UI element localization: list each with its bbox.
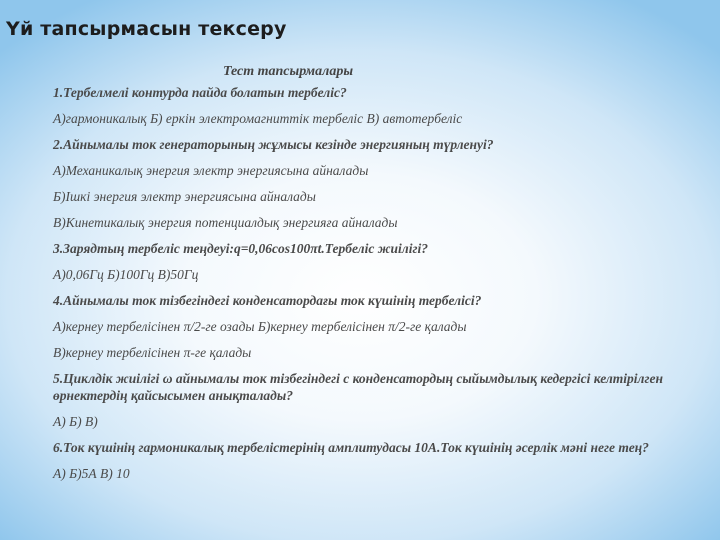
answer-options: В)Кинетикалық энергия потенциалдық энергияға айналады	[53, 215, 398, 230]
question-text: 4.Айнымалы ток тізбегіндегі конденсатордағы ток күшінің тербелісі?	[53, 293, 482, 308]
test-heading: Тест тапсырмалары	[222, 64, 354, 79]
answer-options: А) Б) В)	[53, 414, 98, 429]
question-text: 6.Ток күшінің гармоникалық тербелістерінің амплитудасы 10А.Ток күшінің әсерлік мәні неге тең?	[53, 440, 649, 455]
question-text: 5.Циклдік жиілігі ω айнымалы ток тізбегіндегі с конденсатордың сыйымдылық кедергісі келтірілген өрнектердің қайсысымен анықталады?	[53, 371, 663, 403]
line-gap	[53, 456, 693, 465]
slide-title: Үй тапсырмасын тексеру	[6, 18, 287, 40]
answer-options: А)гармоникалық Б) еркін электромагниттік тербеліс В) автотербеліс	[53, 111, 463, 126]
line-gap	[53, 179, 693, 188]
line-gap	[53, 257, 693, 266]
line-gap	[53, 101, 693, 110]
question-text: 3.Зарядтың тербеліс теңдеуі:q=0,06cos100πt.Тербеліс жиілігі?	[53, 241, 428, 256]
line-gap	[53, 153, 693, 162]
answer-options: А)0,06Гц Б)100Гц В)50Гц	[53, 267, 199, 282]
question-text: 1.Тербелмелі контурда пайда болатын тербеліс?	[53, 85, 347, 100]
line-gap	[53, 283, 693, 292]
test-lines	[53, 84, 693, 482]
line-gap	[53, 309, 693, 318]
answer-options: В)кернеу тербелісінен π-ге қалады	[53, 345, 252, 360]
line-gap	[53, 404, 693, 413]
line-gap	[53, 361, 693, 370]
answer-options: А)кернеу тербелісінен π/2-ге озады Б)кернеу тербелісінен π/2-ге қалады	[53, 319, 467, 334]
test-content	[53, 60, 693, 482]
line-gap	[53, 335, 693, 344]
line-gap	[53, 430, 693, 439]
line-gap	[53, 127, 693, 136]
answer-options: Б)Ішкі энергия электр энергиясына айналады	[53, 189, 316, 204]
line-gap	[53, 205, 693, 214]
question-text: 2.Айнымалы ток генераторының жұмысы кезінде энергияның түрленуі?	[53, 137, 494, 152]
line-gap	[53, 231, 693, 240]
answer-options: А) Б)5А В) 10	[53, 466, 130, 481]
answer-options: А)Механикалық энергия электр энергиясына айналады	[53, 163, 369, 178]
